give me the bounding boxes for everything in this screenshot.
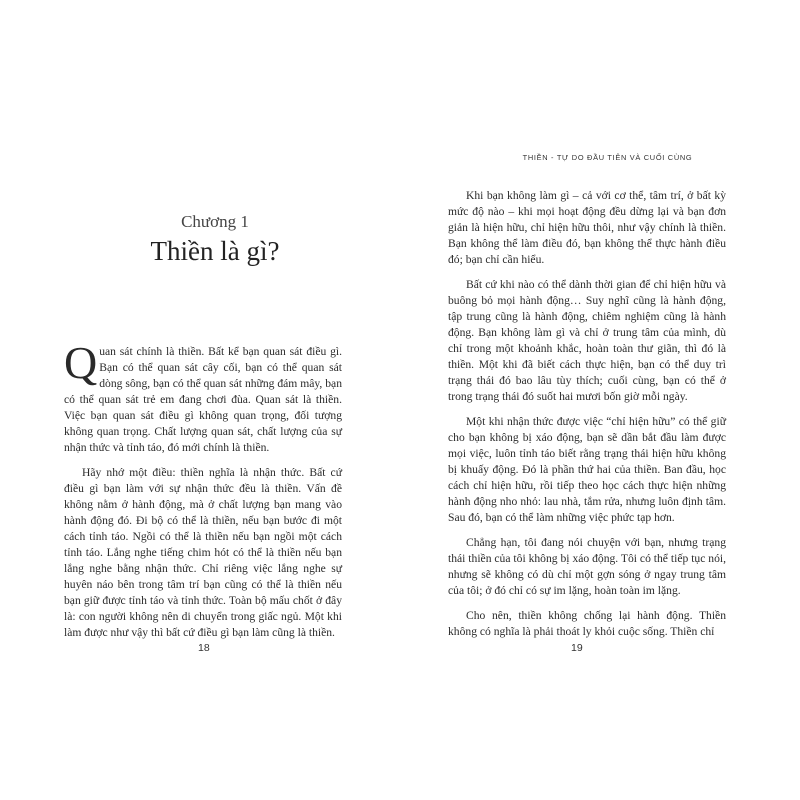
page-number-right: 19 [571,642,583,654]
paragraph-3: Khi bạn không làm gì – cả với cơ thể, tâm trí, ở bất kỳ mức độ nào – khi mọi hoạt động đều dừng lại và bạn đơn giản là hiện hữu, chỉ hiện hữu thôi, như vậy chính là thiền. Bạn không thể làm điều đó, bạn không thể thực hành điều đó; bạn chỉ cần hiểu. [448,189,726,266]
paragraph-5: Một khi nhận thức được việc “chỉ hiện hữu” có thể giữ cho bạn không bị xáo động, bạn sẽ dần bắt đầu làm được mọi việc, luôn tỉnh táo biết rằng trạng thái hiện hữu không bị khuấy động. Đó là phần thứ hai của thiền. Ban đầu, học cách chỉ hiện hữu, rồi tiếp theo học cách thực hiện những hành động nho nhỏ: lau nhà, tắm rửa, nhưng luôn định tâm. Sau đó, bạn có thể làm những việc phức tạp hơn. [448,415,726,524]
page-number-left: 18 [198,642,210,654]
running-head: THIỀN - TỰ DO ĐẦU TIÊN VÀ CUỐI CÙNG [522,153,693,162]
paragraph-text: uan sát chính là thiền. Bất kể bạn quan sát điều gì. Bạn có thể quan sát cây cối, bạn có thể quan sát dòng sông, bạn có thể quan sát những đám mây, bạn có thể quan sát trẻ em đang chơi đùa. Quan sát là thiền. Việc bạn quan sát điều gì không quan trọng, đối tượng không quan trọng. Chất lượng quan sát, chất lượng của sự nhận thức và tỉnh táo, đó mới chính là thiền. [64,345,342,454]
chapter-label: Chương 1 [181,212,249,231]
paragraph-1 [64,337,342,456]
right-page [400,0,800,800]
chapter-title: Thiền là gì? [150,236,280,266]
paragraph-7: Cho nên, thiền không chống lại hành động. Thiền không có nghĩa là phải thoát ly khỏi cuộc sống. Thiền chỉ [448,609,726,638]
paragraph-6: Chẳng hạn, tôi đang nói chuyện với bạn, nhưng trạng thái thiền của tôi không bị xáo động. Tôi có thể tiếp tục nói, nhưng sẽ không có dù chỉ một gợn sóng ở ngay trung tâm của tôi; ở đó chỉ có sự im lặng, hoàn toàn im lặng. [448,536,726,597]
drop-cap: Q [64,337,98,388]
paragraph-2: Hãy nhớ một điều: thiền nghĩa là nhận thức. Bất cứ điều gì bạn làm với sự nhận thức đều là thiền. Vấn đề không nằm ở hành động, mà ở chất lượng bạn mang vào hành động đó. Đi bộ có thể là thiền, nếu bạn bước đi một cách tỉnh táo. Ngồi có thể là thiền nếu bạn ngồi một cách tỉnh táo. Lắng nghe tiếng chim hót có thể là thiền nếu bạn lắng nghe bằng nhận thức. Chỉ riêng việc lắng nghe sự huyên náo bên trong tâm trí bạn cũng có thể là thiền nếu bạn giữ được tỉnh táo và tỉnh thức. Toàn bộ mấu chốt ở đây là: con người không nên di chuyển trong giấc ngủ. Một khi làm được như vậy thì bất cứ điều gì bạn làm cũng là thiền. [64,466,342,639]
left-body-text [64,337,342,650]
paragraph-4: Bất cứ khi nào có thể dành thời gian để chỉ hiện hữu và buông bỏ mọi hành động… Suy nghĩ cũng là hành động, tập trung cũng là hành động, chiêm nghiệm cũng là hành động. Bạn không làm gì và chỉ ở trung tâm của mình, dù chỉ trong một khoảnh khắc, hoàn toàn thư giãn, thì đó là thiền. Một khi đã biết cách thực hiện, bạn có thể duy trì trạng thái đó bao lâu tùy thích; cuối cùng, bạn có thể ở trong trạng thái đó suốt hai mươi bốn giờ mỗi ngày. [448,278,726,403]
